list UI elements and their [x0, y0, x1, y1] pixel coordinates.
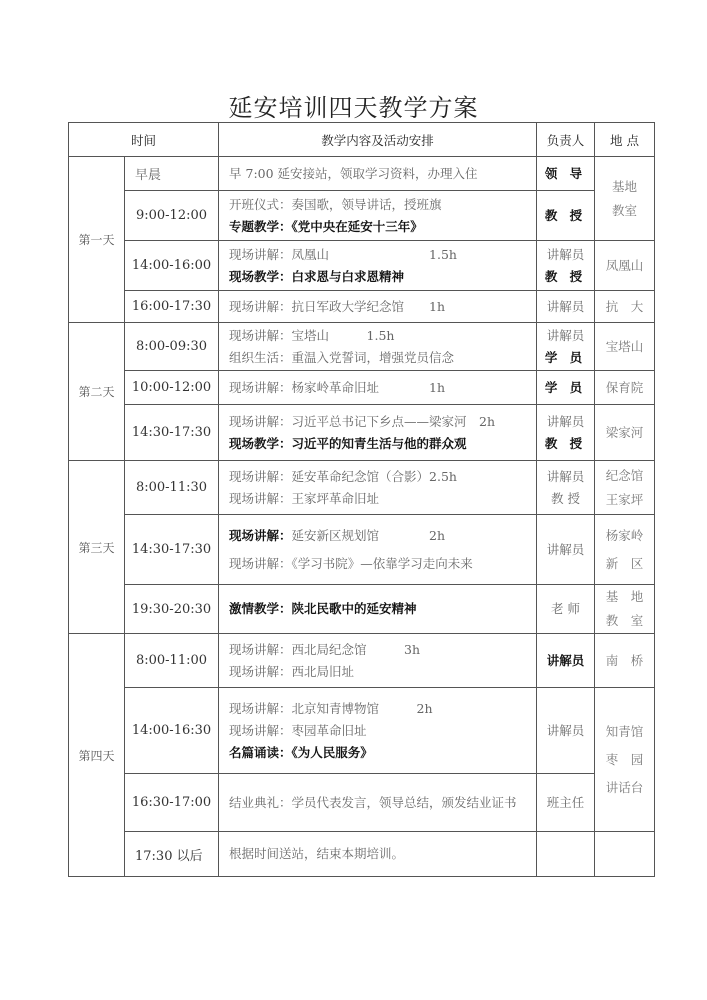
content-cell	[219, 405, 537, 461]
location-cell: 凤凰山	[595, 241, 655, 291]
time-cell: 19:30-20:30	[125, 585, 219, 634]
document-title: 延安培训四天教学方案	[228, 94, 479, 122]
location-cell	[595, 515, 655, 585]
resp-line: 讲解员	[546, 413, 585, 429]
resp-cell	[537, 371, 595, 405]
schedule-table	[68, 122, 655, 877]
content-cell	[219, 157, 537, 191]
table-row	[69, 241, 655, 291]
content-cell	[219, 461, 537, 515]
table-row	[69, 371, 655, 405]
table-row	[69, 515, 655, 585]
time-cell: 9:00-12:00	[125, 191, 219, 241]
table-row	[69, 688, 655, 774]
loc-line: 纪念馆	[605, 467, 644, 483]
loc-line: 基地	[612, 178, 638, 194]
content-cell	[219, 191, 537, 241]
resp-line: 学 员	[544, 379, 587, 395]
content-line: 现场讲解：抗日军政大学纪念馆 1h	[229, 298, 446, 314]
resp-cell	[537, 323, 595, 371]
resp-line: 教 授	[551, 490, 580, 506]
resp-line: 教 授	[544, 268, 587, 284]
location-cell	[595, 461, 655, 515]
resp-cell: 班主任	[537, 774, 595, 832]
header-content: 教学内容及活动安排	[219, 123, 537, 157]
resp-cell	[537, 832, 595, 877]
header-row	[69, 123, 655, 157]
table-row	[69, 461, 655, 515]
content-cell	[219, 515, 537, 585]
content-cell	[219, 585, 537, 634]
resp-cell	[537, 157, 595, 191]
loc-line: 基 地	[605, 589, 644, 604]
content-cell: 根据时间送站，结束本期培训。	[219, 832, 537, 877]
table-row	[69, 405, 655, 461]
time-cell: 17:30 以后	[125, 832, 219, 877]
time-cell: 8:00-11:00	[125, 634, 219, 688]
table-row	[69, 585, 655, 634]
resp-line: 讲解员	[546, 327, 585, 343]
header-time: 时间	[69, 123, 219, 157]
content-line: 现场讲解：枣园革命旧址	[229, 722, 367, 738]
resp-cell: 讲解员	[537, 688, 595, 774]
content-line: 现场讲解：北京知青博物馆 2h	[229, 700, 433, 716]
content-line: 组织生活：重温入党誓词，增强党员信念	[229, 349, 455, 365]
content-line: 现场讲解：《学习书院》—依靠学习走向未来	[229, 555, 473, 571]
loc-line: 知青馆	[605, 723, 644, 739]
resp-line: 讲解员	[546, 468, 585, 484]
loc-line: 讲话台	[605, 779, 644, 795]
location-cell	[595, 585, 655, 634]
table-row	[69, 157, 655, 191]
content-line	[229, 522, 536, 550]
resp-cell: 讲解员	[537, 634, 595, 688]
location-cell: 宝塔山	[595, 323, 655, 371]
resp-cell: 讲解员	[537, 515, 595, 585]
content-line: 激情教学：陕北民歌中的延安精神	[229, 601, 417, 616]
content-cell	[219, 371, 537, 405]
time-cell: 8:00-11:30	[125, 461, 219, 515]
content-line: 现场讲解：西北局纪念馆 3h	[229, 641, 421, 657]
content-prefix: 现场讲解：	[229, 527, 292, 543]
resp-cell: 讲解员	[537, 291, 595, 323]
location-cell: 抗 大	[595, 291, 655, 323]
time-cell: 早晨	[125, 157, 219, 191]
time-cell: 14:30-17:30	[125, 405, 219, 461]
location-cell	[595, 157, 655, 241]
resp-cell	[537, 241, 595, 291]
content-line: 现场讲解：凤凰山 1.5h	[229, 246, 457, 262]
content-cell	[219, 323, 537, 371]
location-cell	[595, 688, 655, 832]
table-row	[69, 191, 655, 241]
content-rest: 延安新区规划馆 2h	[291, 527, 446, 543]
content-line: 现场讲解：宝塔山 1.5h	[229, 327, 395, 343]
content-line: 现场讲解：西北局旧址	[229, 663, 355, 679]
content-cell	[219, 291, 537, 323]
day-label: 第三天	[69, 461, 125, 634]
day-label: 第二天	[69, 323, 125, 461]
location-cell	[595, 832, 655, 877]
time-cell: 14:00-16:00	[125, 241, 219, 291]
content-cell: 结业典礼：学员代表发言，领导总结，颁发结业证书	[219, 774, 537, 832]
time-cell: 10:00-12:00	[125, 371, 219, 405]
resp-line: 领 导	[544, 165, 587, 181]
loc-line: 新 区	[605, 555, 644, 571]
header-responsible: 负责人	[537, 123, 595, 157]
time-cell: 14:00-16:30	[125, 688, 219, 774]
content-line: 现场教学：白求恩与白求恩精神	[229, 268, 405, 284]
resp-cell	[537, 461, 595, 515]
header-location: 地 点	[595, 123, 655, 157]
time-cell: 8:00-09:30	[125, 323, 219, 371]
content-line: 现场教学：习近平的知青生活与他的群众观	[229, 435, 467, 451]
resp-line: 讲解员	[546, 246, 585, 262]
table-row	[69, 634, 655, 688]
resp-cell	[537, 405, 595, 461]
time-cell: 14:30-17:30	[125, 515, 219, 585]
content-line: 开班仪式：奏国歌，领导讲话，授班旗	[229, 196, 442, 212]
resp-line: 学 员	[544, 349, 587, 365]
content-cell	[219, 634, 537, 688]
time-cell: 16:30-17:00	[125, 774, 219, 832]
table-row	[69, 832, 655, 877]
time-cell: 16:00-17:30	[125, 291, 219, 323]
loc-line: 枣 园	[605, 751, 644, 767]
day-label: 第四天	[69, 634, 125, 877]
loc-line: 杨家岭	[605, 527, 644, 543]
loc-line: 教 室	[605, 613, 644, 628]
table-row	[69, 774, 655, 832]
location-cell: 梁家河	[595, 405, 655, 461]
table-row	[69, 323, 655, 371]
content-cell	[219, 241, 537, 291]
loc-line: 教室	[612, 202, 638, 218]
resp-line: 教 授	[544, 207, 587, 223]
content-line: 早 7:00 延安接站，领取学习资料，办理入住	[229, 165, 478, 181]
location-cell: 保育院	[595, 371, 655, 405]
content-line: 现场讲解：延安革命纪念馆（合影）2.5h	[229, 468, 457, 484]
content-line: 现场讲解：习近平总书记下乡点——梁家河 2h	[229, 413, 496, 429]
day-label: 第一天	[69, 157, 125, 323]
loc-line: 王家坪	[605, 491, 644, 507]
resp-line: 教 授	[544, 435, 587, 451]
resp-cell	[537, 191, 595, 241]
table-row	[69, 291, 655, 323]
resp-cell: 老 师	[537, 585, 595, 634]
content-cell	[219, 688, 537, 774]
content-line: 专题教学：《党中央在延安十三年》	[229, 218, 423, 234]
content-line: 现场讲解：王家坪革命旧址	[229, 490, 380, 506]
content-line: 现场讲解：杨家岭革命旧址 1h	[229, 379, 446, 395]
content-line: 名篇诵读：《为人民服务》	[229, 744, 373, 760]
location-cell: 南 桥	[595, 634, 655, 688]
